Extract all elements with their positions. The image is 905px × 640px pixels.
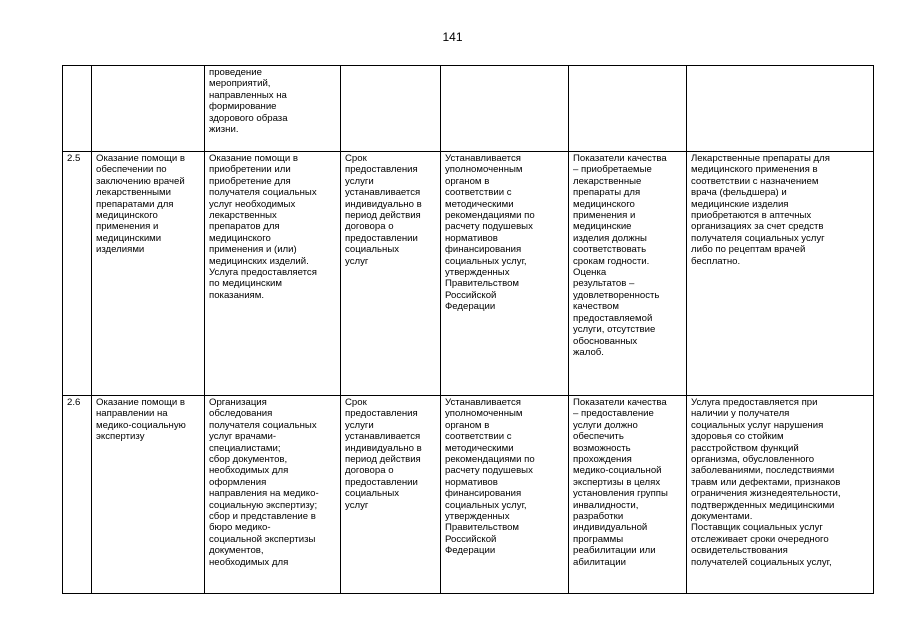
cell-line: Показатели качества bbox=[573, 397, 667, 408]
cell-line: срокам годности. bbox=[573, 255, 650, 267]
service-number-cell bbox=[63, 66, 92, 152]
cell-line: программы bbox=[573, 533, 624, 545]
cell-line: препаратами для bbox=[96, 198, 174, 210]
cell-line: жалоб. bbox=[573, 346, 604, 358]
cell-line: уполномоченным bbox=[445, 164, 523, 176]
cell-line: Российской bbox=[445, 533, 497, 545]
cell-line: подтвержденных медицинскими bbox=[691, 499, 835, 511]
cell-line: возможность bbox=[573, 442, 631, 454]
cell-line: документов, bbox=[209, 545, 264, 557]
cell-line: направлении на bbox=[96, 408, 168, 420]
service-content-cell bbox=[205, 66, 341, 152]
service-quality-cell bbox=[569, 396, 687, 594]
cell-line: индивидуальной bbox=[573, 522, 648, 534]
cell-line: бесплатно. bbox=[691, 255, 741, 267]
table-row bbox=[63, 152, 874, 396]
cell-line: применения и bbox=[96, 221, 159, 233]
cell-line: медицинского bbox=[209, 232, 271, 244]
cell-line: социальную экспертизу; bbox=[209, 499, 318, 511]
cell-line: Показатели качества bbox=[573, 153, 667, 164]
cell-line: либо по рецептам врачей bbox=[691, 244, 806, 256]
cell-line: формирование bbox=[209, 101, 277, 113]
service-name-cell bbox=[92, 152, 205, 396]
cell-line: медицинского bbox=[96, 210, 158, 222]
service-conditions-cell bbox=[687, 396, 874, 594]
cell-line: препаратов для bbox=[209, 221, 280, 233]
cell-line: Услуга предоставляется при bbox=[691, 397, 818, 408]
cell-line: направления на медико- bbox=[209, 488, 319, 500]
cell-line: социальных услуг нарушения bbox=[691, 419, 824, 431]
cell-line: уполномоченным bbox=[445, 408, 523, 420]
cell-line: получателя социальных bbox=[209, 187, 317, 199]
cell-line: жизни. bbox=[209, 124, 239, 136]
table-row bbox=[63, 66, 874, 152]
cell-line: абилитации bbox=[573, 556, 626, 568]
cell-line: организациях за счет средств bbox=[691, 221, 824, 233]
cell-line: предоставлении bbox=[345, 232, 418, 244]
cell-line: обследования bbox=[209, 408, 273, 420]
service-number-cell bbox=[63, 152, 92, 396]
cell-line: сбор документов, bbox=[209, 454, 288, 466]
cell-line: финансирования bbox=[445, 244, 522, 256]
service-conditions-cell bbox=[687, 66, 874, 152]
cell-line: лекарственными bbox=[96, 187, 171, 199]
service-norm-cell bbox=[441, 396, 569, 594]
cell-line: изделиями bbox=[96, 244, 145, 256]
cell-line: Организация bbox=[209, 397, 267, 408]
cell-line: услуги должно bbox=[573, 419, 638, 431]
cell-line: предоставляемой bbox=[573, 312, 653, 324]
cell-line: договора о bbox=[345, 465, 394, 477]
cell-line: методическими bbox=[445, 198, 514, 210]
cell-line: нормативов bbox=[445, 476, 498, 488]
cell-line: медицинские bbox=[573, 221, 632, 233]
cell-line: предоставлении bbox=[345, 476, 418, 488]
cell-line: удовлетворенность bbox=[573, 289, 660, 301]
service-term-cell bbox=[341, 152, 441, 396]
cell-line: получателя социальных услуг bbox=[691, 232, 825, 244]
cell-line: период действия bbox=[345, 210, 421, 222]
cell-line: приобретение для bbox=[209, 175, 291, 187]
cell-line: услуги bbox=[345, 419, 374, 431]
cell-line: обеспечении по bbox=[96, 164, 167, 176]
cell-line: Федерации bbox=[445, 301, 496, 313]
cell-line: необходимых для bbox=[209, 556, 289, 568]
cell-line: Федерации bbox=[445, 545, 496, 557]
cell-line: изделия должны bbox=[573, 232, 647, 244]
service-term-cell bbox=[341, 396, 441, 594]
cell-line: применения и bbox=[573, 210, 636, 222]
cell-line: индивидуально в bbox=[345, 442, 422, 454]
service-name-cell bbox=[92, 396, 205, 594]
cell-text: 2.6 bbox=[67, 397, 81, 408]
cell-line: расчету подушевых bbox=[445, 465, 533, 477]
cell-line: утвержденных bbox=[445, 511, 510, 523]
service-quality-cell bbox=[569, 66, 687, 152]
cell-line: заболеваниями, последствиями bbox=[691, 465, 835, 477]
cell-line: получателей социальных услуг, bbox=[691, 556, 832, 568]
service-content-cell bbox=[205, 396, 341, 594]
cell-line: предоставления bbox=[345, 164, 418, 176]
cell-line: экспертизы в целях bbox=[573, 476, 661, 488]
cell-line: результатов – bbox=[573, 278, 635, 290]
cell-line: применения и (или) bbox=[209, 244, 297, 256]
cell-line: препараты для bbox=[573, 187, 641, 199]
service-number-cell bbox=[63, 396, 92, 594]
cell-line: освидетельствования bbox=[691, 545, 788, 557]
cell-line: приобретаются в аптечных bbox=[691, 210, 812, 222]
cell-line: Срок bbox=[345, 153, 367, 164]
cell-line: медицинского применения в bbox=[691, 164, 818, 176]
cell-line: Срок bbox=[345, 397, 367, 408]
cell-line: медицинские изделия bbox=[691, 198, 789, 210]
cell-line: лекарственные bbox=[573, 175, 642, 187]
cell-line: направленных на bbox=[209, 89, 287, 101]
cell-text: 2.5 bbox=[67, 153, 81, 164]
cell-line: проведение bbox=[209, 67, 262, 78]
cell-line: методическими bbox=[445, 442, 514, 454]
cell-line: Оценка bbox=[573, 267, 607, 279]
cell-line: Поставщик социальных услуг bbox=[691, 522, 823, 534]
cell-line: организма, обусловленного bbox=[691, 454, 815, 466]
service-content-cell bbox=[205, 152, 341, 396]
cell-line: мероприятий, bbox=[209, 78, 271, 90]
cell-line: наличии у получателя bbox=[691, 408, 790, 420]
cell-line: услуг bbox=[345, 499, 369, 511]
cell-line: Услуга предоставляется bbox=[209, 267, 317, 279]
cell-line: расстройством функций bbox=[691, 442, 799, 454]
cell-line: инвалидности, bbox=[573, 499, 639, 511]
cell-line: услуги bbox=[345, 175, 374, 187]
cell-line: Российской bbox=[445, 289, 497, 301]
cell-line: специалистами; bbox=[209, 442, 281, 454]
cell-line: социальных услуг, bbox=[445, 255, 527, 267]
cell-line: Оказание помощи в bbox=[96, 153, 185, 164]
service-quality-cell bbox=[569, 152, 687, 396]
cell-line: – предоставление bbox=[573, 408, 654, 420]
cell-line: прохождения bbox=[573, 454, 632, 466]
cell-line: сбор и представление в bbox=[209, 511, 316, 523]
cell-line: услуг врачами- bbox=[209, 431, 277, 443]
cell-line: травм или дефектами, признаков bbox=[691, 476, 841, 488]
cell-line: рекомендациями по bbox=[445, 210, 535, 222]
cell-line: финансирования bbox=[445, 488, 522, 500]
table-row bbox=[63, 396, 874, 594]
cell-line: документами. bbox=[691, 511, 753, 523]
cell-line: медико-социальную bbox=[96, 419, 186, 431]
cell-line: медицинских изделий. bbox=[209, 255, 309, 267]
cell-line: Правительством bbox=[445, 278, 520, 290]
cell-line: рекомендациями по bbox=[445, 454, 535, 466]
cell-line: Оказание помощи в bbox=[209, 153, 298, 164]
cell-line: медицинскими bbox=[96, 232, 162, 244]
cell-line: показаниям. bbox=[209, 289, 265, 301]
cell-line: соответствии с bbox=[445, 431, 512, 443]
cell-line: Лекарственные препараты для bbox=[691, 153, 830, 164]
cell-line: индивидуально в bbox=[345, 198, 422, 210]
cell-line: Устанавливается bbox=[445, 153, 521, 164]
services-table bbox=[62, 65, 874, 594]
cell-line: бюро медико- bbox=[209, 522, 271, 534]
cell-line: договора о bbox=[345, 221, 394, 233]
service-name-cell bbox=[92, 66, 205, 152]
cell-line: реабилитации или bbox=[573, 545, 656, 557]
cell-line: установления группы bbox=[573, 488, 668, 500]
service-term-cell bbox=[341, 66, 441, 152]
cell-line: соответствии с назначением bbox=[691, 175, 819, 187]
cell-line: по медицинским bbox=[209, 278, 282, 290]
cell-line: – приобретаемые bbox=[573, 164, 652, 176]
cell-line: качеством bbox=[573, 301, 619, 313]
cell-line: услуг необходимых bbox=[209, 198, 296, 210]
cell-line: медико-социальной bbox=[573, 465, 662, 477]
cell-line: услуги, отсутствие bbox=[573, 324, 656, 336]
cell-line: Устанавливается bbox=[445, 397, 521, 408]
cell-line: лекарственных bbox=[209, 210, 277, 222]
cell-line: соответствии с bbox=[445, 187, 512, 199]
cell-line: устанавливается bbox=[345, 187, 421, 199]
cell-line: расчету подушевых bbox=[445, 221, 533, 233]
cell-line: Правительством bbox=[445, 522, 520, 534]
cell-line: получателя социальных bbox=[209, 419, 317, 431]
cell-line: здоровья со стойким bbox=[691, 431, 784, 443]
cell-line: отслеживает сроки очередного bbox=[691, 533, 829, 545]
cell-line: обеспечить bbox=[573, 431, 624, 443]
cell-line: устанавливается bbox=[345, 431, 421, 443]
cell-line: органом в bbox=[445, 175, 490, 187]
cell-line: социальных услуг, bbox=[445, 499, 527, 511]
cell-line: нормативов bbox=[445, 232, 498, 244]
service-norm-cell bbox=[441, 152, 569, 396]
cell-line: оформления bbox=[209, 476, 267, 488]
cell-line: приобретении или bbox=[209, 164, 291, 176]
cell-line: разработки bbox=[573, 511, 624, 523]
cell-line: врача (фельдшера) и bbox=[691, 187, 787, 199]
service-norm-cell bbox=[441, 66, 569, 152]
cell-line: социальных bbox=[345, 488, 400, 500]
page-number: 141 bbox=[442, 30, 463, 44]
cell-line: соответствовать bbox=[573, 244, 647, 256]
cell-line: обоснованных bbox=[573, 335, 638, 347]
cell-line: услуг bbox=[345, 255, 369, 267]
cell-line: социальных bbox=[345, 244, 400, 256]
cell-line: социальной экспертизы bbox=[209, 533, 316, 545]
cell-line: экспертизу bbox=[96, 431, 145, 443]
cell-line: период действия bbox=[345, 454, 421, 466]
cell-line: медицинского bbox=[573, 198, 635, 210]
cell-line: ограничения жизнедеятельности, bbox=[691, 488, 841, 500]
cell-line: утвержденных bbox=[445, 267, 510, 279]
cell-line: Оказание помощи в bbox=[96, 397, 185, 408]
cell-line: необходимых для bbox=[209, 465, 289, 477]
cell-line: органом в bbox=[445, 419, 490, 431]
cell-line: предоставления bbox=[345, 408, 418, 420]
cell-line: здорового образа bbox=[209, 112, 288, 124]
cell-line: заключению врачей bbox=[96, 175, 185, 187]
service-conditions-cell bbox=[687, 152, 874, 396]
